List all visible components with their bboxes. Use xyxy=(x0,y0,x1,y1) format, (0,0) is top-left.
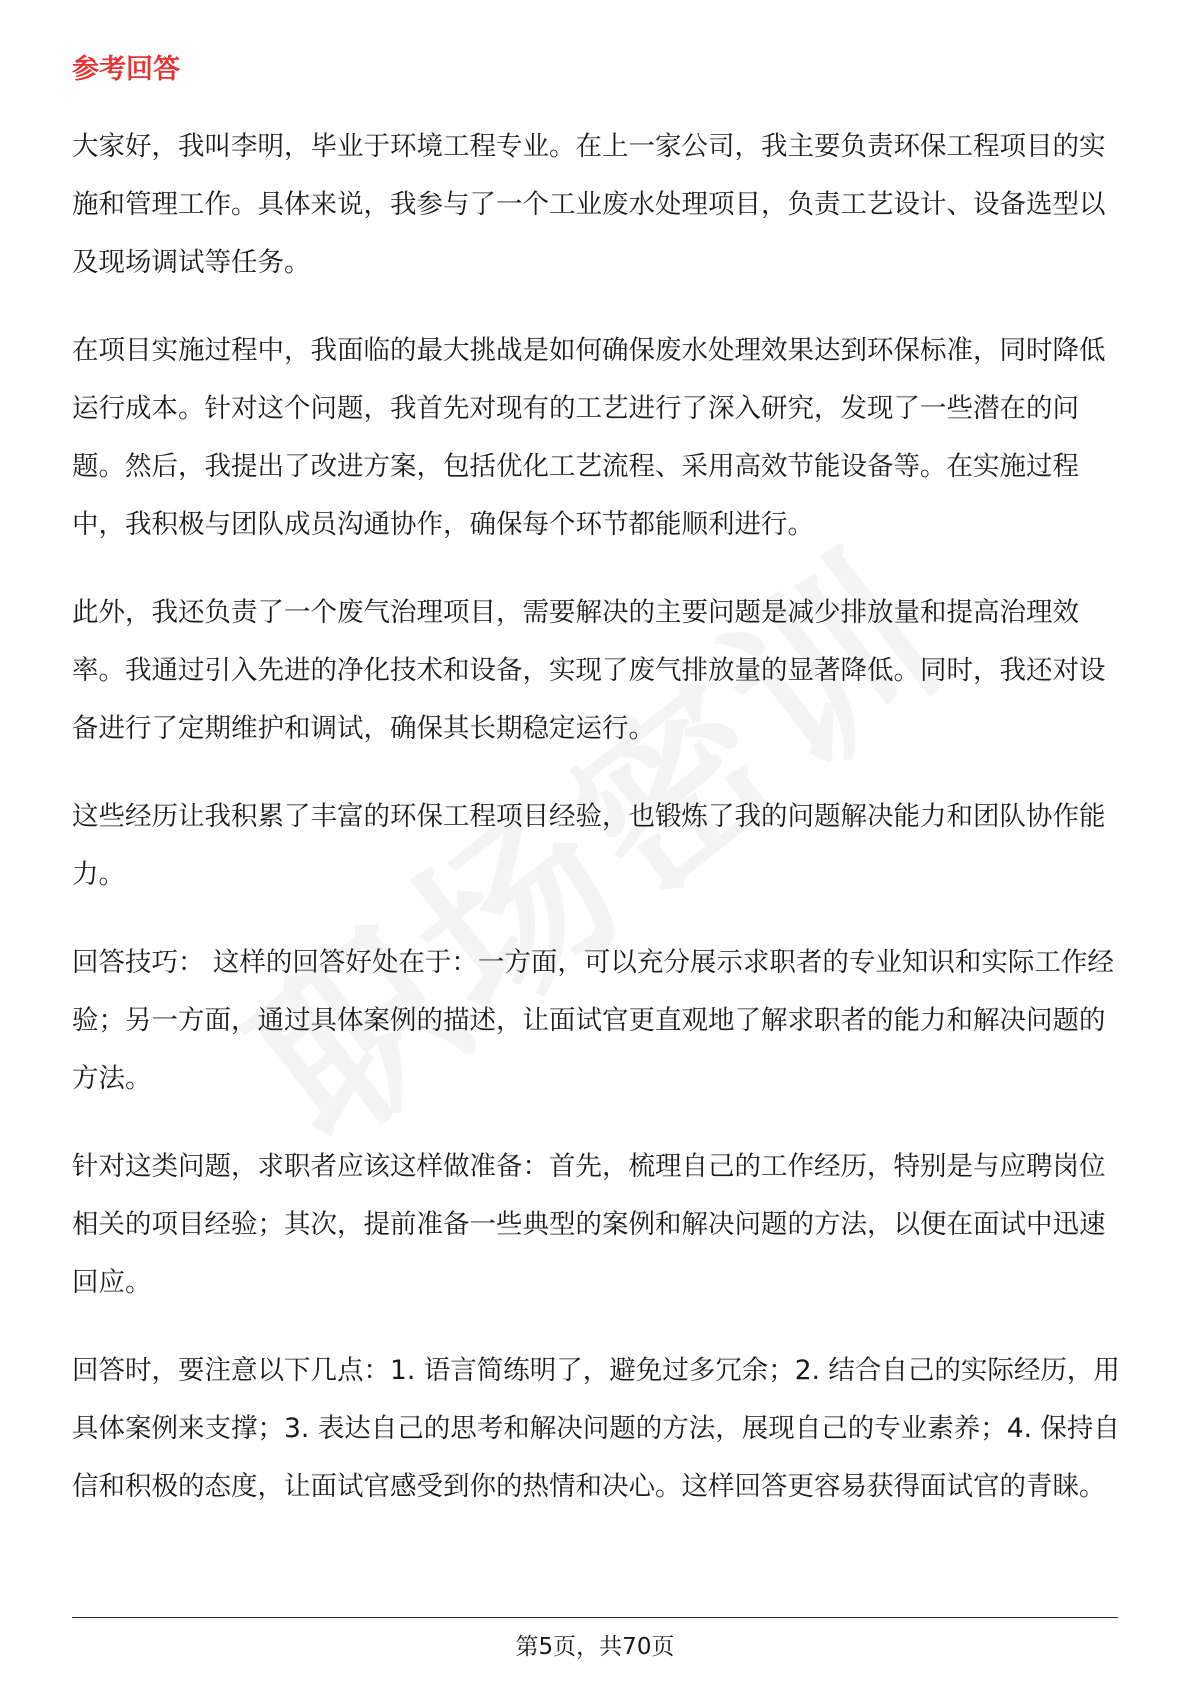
paragraph-exhaust-project: 此外，我还负责了一个废气治理项目，需要解决的主要问题是减少排放量和提高治理效率。我通过引入先进的净化技术和设备，实现了废气排放量的显著降低。同时，我还对设备进行了定期维护和调试，确保其长期稳定运行。 xyxy=(72,597,1106,744)
paragraph-challenge: 在项目实施过程中，我面临的最大挑战是如何确保废水处理效果达到环保标准，同时降低运行成本。针对这个问题，我首先对现有的工艺进行了深入研究，发现了一些潜在的问题。然后，我提出了改进方案，包括优化工艺流程、采用高效节能设备等。在实施过程中，我积极与团队成员沟通协作，确保每个环节都能顺利进行。 xyxy=(72,335,1106,540)
paragraph-experience: 这些经历让我积累了丰富的环保工程项目经验，也锻炼了我的问题解决能力和团队协作能力。 xyxy=(72,801,1106,890)
paragraph-preparation: 针对这类问题，求职者应该这样做准备：首先，梳理自己的工作经历，特别是与应聘岗位相关的项目经验；其次，提前准备一些典型的案例和解决问题的方法，以便在面试中迅速回应。 xyxy=(72,1151,1106,1298)
paragraph-notes: 回答时，要注意以下几点：1. 语言简练明了，避免过多冗余；2. 结合自己的实际经历，用具体案例来支撑；3. 表达自己的思考和解决问题的方法，展现自己的专业素养；4. 保持自信和积极的态度，让面试官感受到你的热情和决心。这样回答更容易获得面试官的青睐。 xyxy=(72,1355,1120,1502)
footer-divider xyxy=(72,1617,1118,1618)
answer-content xyxy=(72,118,1122,1546)
paragraph-intro: 大家好，我叫李明，毕业于环境工程专业。在上一家公司，我主要负责环保工程项目的实施和管理工作。具体来说，我参与了一个工业废水处理项目，负责工艺设计、设备选型以及现场调试等任务。 xyxy=(72,131,1106,278)
page-number: 第5页，共70页 xyxy=(515,1634,675,1660)
section-heading: 参考回答 xyxy=(72,54,180,85)
paragraph-tips: 回答技巧： 这样的回答好处在于：一方面，可以充分展示求职者的专业知识和实际工作经验；另一方面，通过具体案例的描述，让面试官更直观地了解求职者的能力和解决问题的方法。 xyxy=(72,947,1114,1094)
